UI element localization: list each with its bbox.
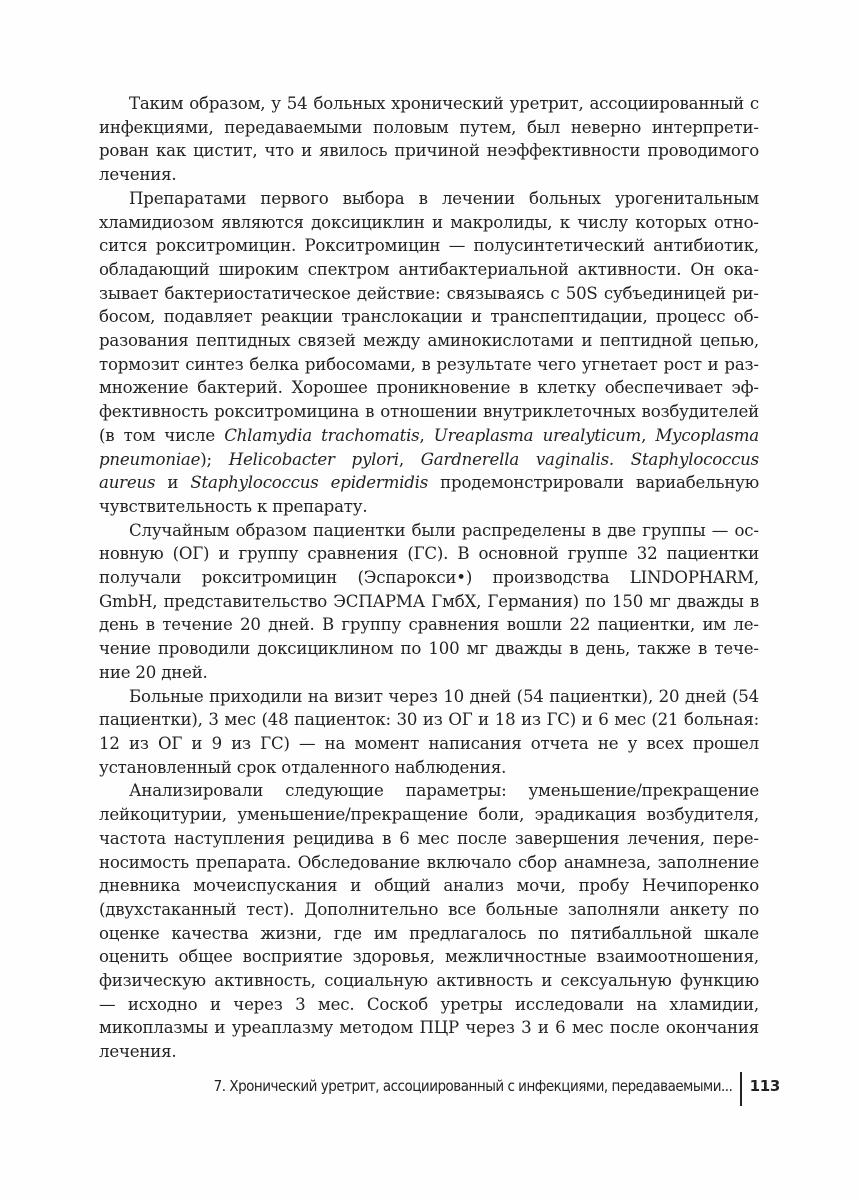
- paragraph: [99, 779, 759, 1063]
- text-run: Случайным образом пациентки были распределены в две группы — основную (ОГ) и группу сравнения (ГС). В основной группе 32 пациентки получали рокситромицин (Эспарокси•) производства LINDOPHARM, GmbH, представительство ЭСПАРМА ГмбХ, Германия) по 150 мг дважды в день в течение 20 дней. В группу сравнения вошли 22 пациентки, им лечение проводили доксициклином по 100 мг дважды в день, также в течение 20 дней.: [99, 520, 759, 682]
- italic-term: Ureaplasma urealyticum: [433, 425, 642, 445]
- page-number: 113: [749, 1077, 780, 1095]
- text-run: Больные приходили на визит через 10 дней (54 пациентки), 20 дней (54 пациентки), 3 мес (48 пациенток: 30 из ОГ и 18 из ГС) и 6 мес (21 больная: 12 из ОГ и 9 из ГС) — на момент написания отчета не у всех прошел установленный срок отдаленного наблюдения.: [99, 686, 759, 777]
- text-run: Анализировали следующие параметры: уменьшение/прекращение лейкоцитурии, уменьшение/прекращение боли, эрадикация возбудителя, частота наступления рецидива в 6 мес после завершения лечения, переносимость препарата. Обследование включало сбор анамнеза, заполнение дневника мочеиспускания и общий анализ мочи, пробу Нечипоренко (двухстаканный тест). Дополнительно все больные заполняли анкету по оценке качества жизни, где им предлагалось по пятибалльной шкале оценить общее восприятие здоровья, межличностные взаимоотношения, физическую активность, социальную активность и сексуальную функцию — исходно и через 3 мес. Соскоб уретры исследовали на хламидии, микоплазмы и уреаплазму методом ПЦР через 3 и 6 мес после окончания лечения.: [99, 781, 759, 1062]
- paragraph: [99, 92, 759, 187]
- italic-term: Gardnerella vaginalis. Staphylococcus aureus: [99, 449, 759, 493]
- page-footer: [100, 1072, 780, 1106]
- text-run: и: [155, 473, 191, 493]
- paragraph: [99, 685, 759, 780]
- text-run: продемонстрировали вариабельную чувствительность к препарату.: [99, 473, 759, 516]
- italic-term: Staphylococcus epidermidis: [190, 473, 429, 493]
- running-head: 7. Хронический уретрит, ассоциированный с инфекциями, передаваемыми...: [213, 1077, 732, 1095]
- text-run: ,: [398, 449, 421, 469]
- italic-term: Chlamydia trachomatis: [224, 425, 420, 445]
- text-run: ,: [419, 425, 434, 445]
- text-run: Таким образом, у 54 больных хронический уретрит, ассоциированный с инфекциями, передаваемыми половым путем, был неверно интерпретирован как цистит, что и явилось причиной неэффективности проводимого лечения.: [99, 94, 759, 185]
- text-run: );: [200, 449, 229, 469]
- footer-divider: [740, 1072, 742, 1106]
- text-run: Препаратами первого выбора в лечении больных урогенитальным хламидиозом являются доксициклин и макролиды, к числу которых относится рокситромицин. Рокситромицин — полусинтетический антибиотик, обладающий широким спектром антибактериальной активности. Он оказывает бактериостатическое действие: связываясь с 50S субъединицей рибосом, подавляет реакции транслокации и транспептидации, процесс образования пептидных связей между аминокислотами и пептидной цепью, тормозит синтез белка рибосомами, в результате чего угнетает рост и размножение бактерий. Хорошее проникновение в клетку обеспечивает эффективность рокситромицина в отношении внутриклеточных возбудителей (в том числе: [99, 188, 759, 445]
- paragraph: [99, 187, 759, 519]
- body-text: [99, 92, 759, 1064]
- text-run: ,: [641, 425, 656, 445]
- italic-term: Mycoplasma pneumoniae: [99, 425, 759, 469]
- paragraph: [99, 519, 759, 685]
- italic-term: Helicobacter pylori: [228, 449, 399, 469]
